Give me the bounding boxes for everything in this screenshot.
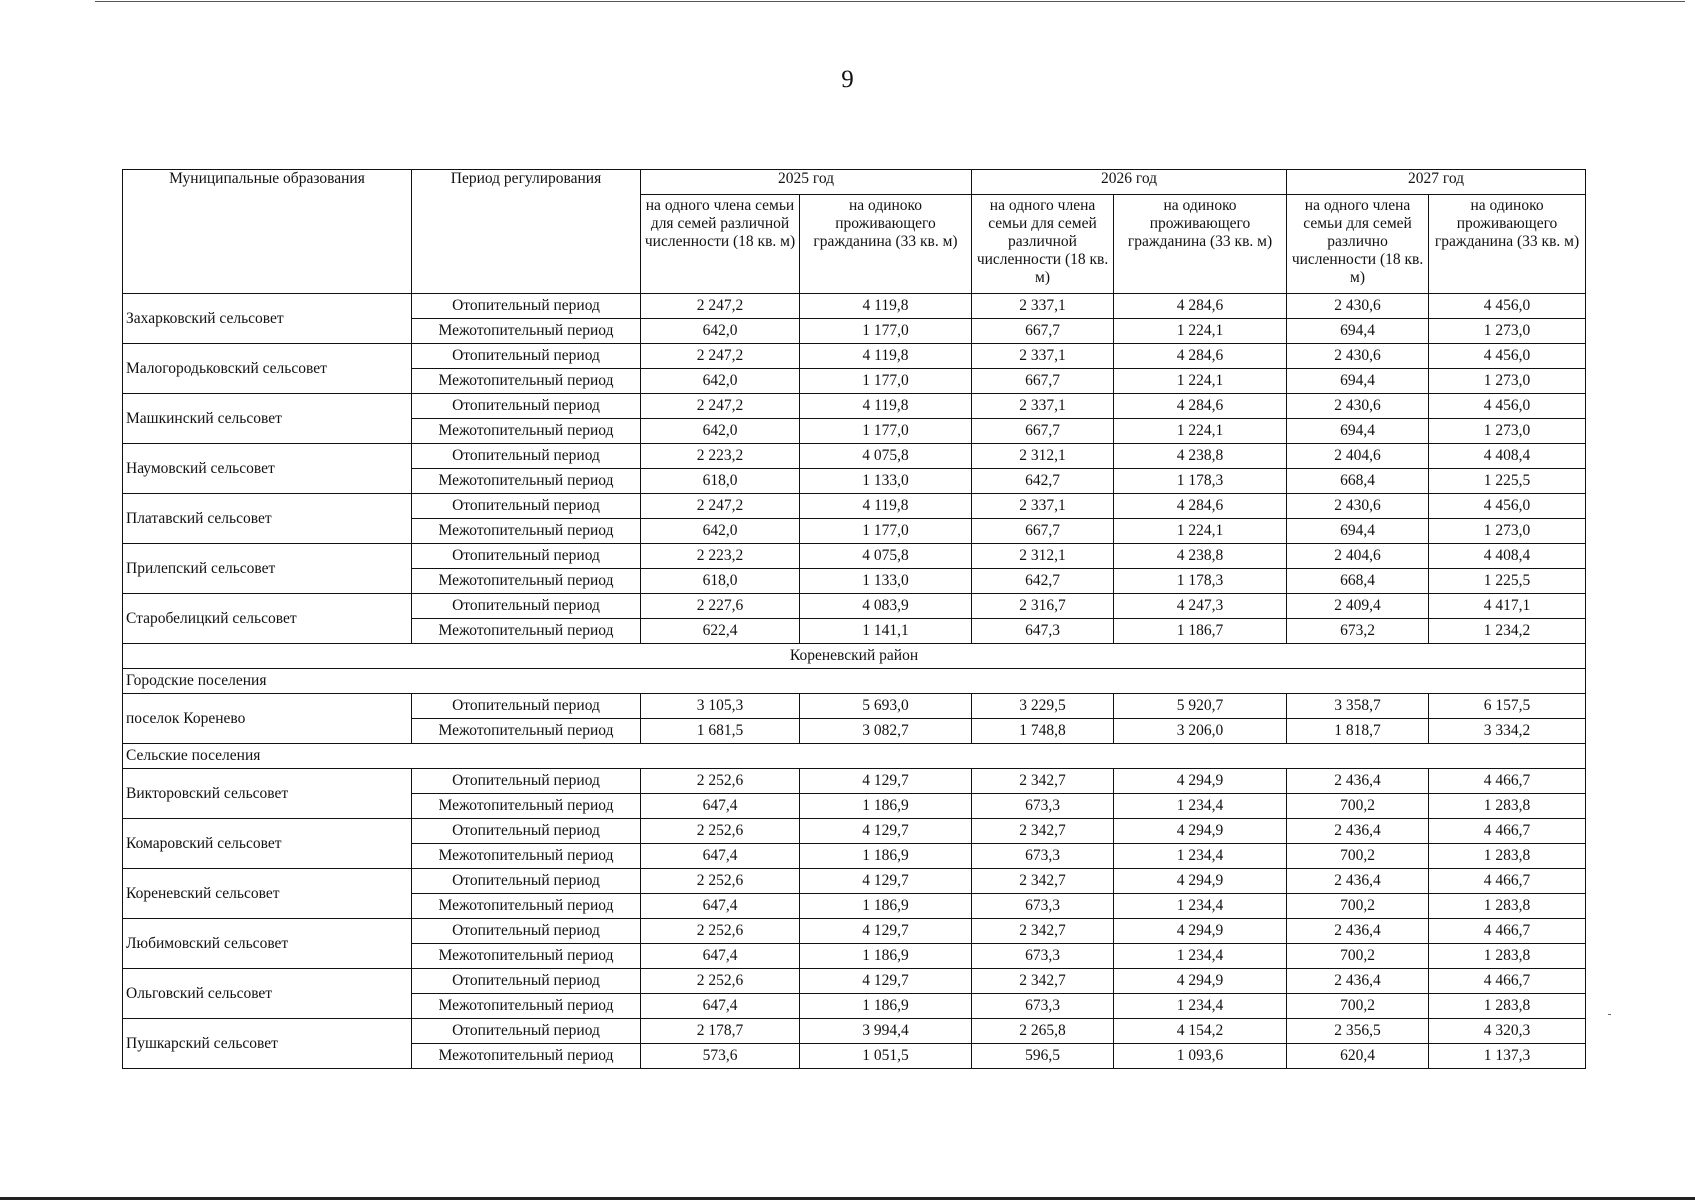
value-cell: 694,4 [1287,319,1429,344]
value-cell: 647,4 [641,794,800,819]
period-heating: Отопительный период [412,1019,641,1044]
value-cell: 2 342,7 [972,919,1114,944]
value-cell: 1 186,9 [800,894,972,919]
value-cell: 1 224,1 [1114,419,1287,444]
value-cell: 642,0 [641,319,800,344]
value-cell: 1 283,8 [1429,894,1586,919]
value-cell: 573,6 [641,1044,800,1069]
period-heating: Отопительный период [412,594,641,619]
value-cell: 2 342,7 [972,969,1114,994]
value-cell: 4 294,9 [1114,919,1287,944]
table-row [123,869,1586,894]
period-heating: Отопительный период [412,294,641,319]
value-cell: 6 157,5 [1429,694,1586,719]
value-cell: 2 252,6 [641,769,800,794]
tariff-table [122,169,1586,1069]
value-cell: 673,3 [972,844,1114,869]
subheader-single-2025: на одиноко проживающего гражданина (33 кв. м) [800,195,972,294]
value-cell: 4 119,8 [800,394,972,419]
period-heating: Отопительный период [412,819,641,844]
value-cell: 4 129,7 [800,819,972,844]
period-interheating: Межотопительный период [412,369,641,394]
period-interheating: Межотопительный период [412,569,641,594]
value-cell: 4 238,8 [1114,544,1287,569]
value-cell: 1 818,7 [1287,719,1429,744]
value-cell: 2 436,4 [1287,969,1429,994]
value-cell: 2 337,1 [972,294,1114,319]
period-interheating: Межотопительный период [412,994,641,1019]
value-cell: 642,0 [641,369,800,394]
period-interheating: Межотопительный период [412,844,641,869]
value-cell: 4 284,6 [1114,494,1287,519]
value-cell: 1 283,8 [1429,794,1586,819]
value-cell: 668,4 [1287,469,1429,494]
value-cell: 4 456,0 [1429,494,1586,519]
value-cell: 2 337,1 [972,494,1114,519]
value-cell: 2 430,6 [1287,344,1429,369]
period-interheating: Межотопительный период [412,419,641,444]
value-cell: 4 129,7 [800,769,972,794]
value-cell: 642,0 [641,519,800,544]
value-cell: 673,3 [972,794,1114,819]
value-cell: 4 129,7 [800,919,972,944]
period-heating: Отопительный период [412,544,641,569]
subheader-single-2026: на одиноко проживающего гражданина (33 кв. м) [1114,195,1287,294]
value-cell: 673,3 [972,994,1114,1019]
value-cell: 1 748,8 [972,719,1114,744]
value-cell: 1 177,0 [800,369,972,394]
value-cell: 700,2 [1287,844,1429,869]
value-cell: 4 119,8 [800,494,972,519]
value-cell: 4 466,7 [1429,769,1586,794]
value-cell: 2 312,1 [972,544,1114,569]
value-cell: 4 284,6 [1114,294,1287,319]
period-interheating: Межотопительный период [412,519,641,544]
municipality-name: Ольговский сельсовет [123,969,412,1019]
value-cell: 1 137,3 [1429,1044,1586,1069]
value-cell: 2 337,1 [972,344,1114,369]
section-title: Сельские поселения [123,744,1586,769]
value-cell: 4 294,9 [1114,769,1287,794]
period-interheating: Межотопительный период [412,319,641,344]
value-cell: 618,0 [641,569,800,594]
value-cell: 1 224,1 [1114,369,1287,394]
period-heating: Отопительный период [412,494,641,519]
value-cell: 3 229,5 [972,694,1114,719]
value-cell: 4 075,8 [800,544,972,569]
value-cell: 673,3 [972,894,1114,919]
table-row [123,1019,1586,1044]
value-cell: 4 466,7 [1429,919,1586,944]
period-heating: Отопительный период [412,969,641,994]
value-cell: 647,4 [641,944,800,969]
value-cell: 4 456,0 [1429,294,1586,319]
value-cell: 642,7 [972,469,1114,494]
table-row [123,344,1586,369]
district-title: Кореневский район [123,644,1586,669]
value-cell: 1 186,9 [800,944,972,969]
value-cell: 1 681,5 [641,719,800,744]
value-cell: 700,2 [1287,794,1429,819]
table-row [123,694,1586,719]
value-cell: 1 273,0 [1429,369,1586,394]
value-cell: 4 284,6 [1114,344,1287,369]
value-cell: 1 177,0 [800,519,972,544]
period-interheating: Межотопительный период [412,944,641,969]
value-cell: 1 133,0 [800,569,972,594]
municipality-name: Малогородьковский сельсовет [123,344,412,394]
value-cell: 3 994,4 [800,1019,972,1044]
value-cell: 2 342,7 [972,869,1114,894]
value-cell: 2 430,6 [1287,494,1429,519]
value-cell: 667,7 [972,369,1114,394]
value-cell: 4 284,6 [1114,394,1287,419]
value-cell: 4 320,3 [1429,1019,1586,1044]
value-cell: 2 247,2 [641,294,800,319]
value-cell: 2 404,6 [1287,444,1429,469]
value-cell: 1 273,0 [1429,319,1586,344]
value-cell: 4 247,3 [1114,594,1287,619]
period-interheating: Межотопительный период [412,469,641,494]
value-cell: 667,7 [972,319,1114,344]
value-cell: 2 252,6 [641,819,800,844]
period-interheating: Межотопительный период [412,619,641,644]
value-cell: 2 436,4 [1287,919,1429,944]
value-cell: 4 075,8 [800,444,972,469]
value-cell: 4 294,9 [1114,869,1287,894]
value-cell: 2 316,7 [972,594,1114,619]
value-cell: 1 225,5 [1429,469,1586,494]
value-cell: 3 334,2 [1429,719,1586,744]
value-cell: 1 234,4 [1114,894,1287,919]
value-cell: 647,4 [641,844,800,869]
table-body [123,294,1586,1069]
value-cell: 667,7 [972,519,1114,544]
value-cell: 2 178,7 [641,1019,800,1044]
value-cell: 2 436,4 [1287,869,1429,894]
table-row [123,594,1586,619]
value-cell: 3 105,3 [641,694,800,719]
table-row [123,919,1586,944]
value-cell: 4 129,7 [800,969,972,994]
value-cell: 1 177,0 [800,419,972,444]
value-cell: 1 051,5 [800,1044,972,1069]
value-cell: 2 252,6 [641,919,800,944]
period-heating: Отопительный период [412,394,641,419]
period-interheating: Межотопительный период [412,894,641,919]
subheader-family-2025: на одного члена семьи для семей различной численности (18 кв. м) [641,195,800,294]
value-cell: 4 408,4 [1429,544,1586,569]
value-cell: 4 083,9 [800,594,972,619]
value-cell: 4 294,9 [1114,819,1287,844]
value-cell: 1 186,7 [1114,619,1287,644]
header-year-2027: 2027 год [1287,170,1586,195]
value-cell: 2 430,6 [1287,294,1429,319]
value-cell: 4 294,9 [1114,969,1287,994]
district-row [123,644,1586,669]
value-cell: 694,4 [1287,419,1429,444]
value-cell: 2 436,4 [1287,819,1429,844]
municipality-name: Наумовский сельсовет [123,444,412,494]
table-row [123,394,1586,419]
value-cell: 1 178,3 [1114,569,1287,594]
municipality-name: Захарковский сельсовет [123,294,412,344]
value-cell: 647,4 [641,894,800,919]
value-cell: 3 358,7 [1287,694,1429,719]
value-cell: 2 404,6 [1287,544,1429,569]
period-interheating: Межотопительный период [412,1044,641,1069]
municipality-name: Викторовский сельсовет [123,769,412,819]
subheader-family-2026: на одного члена семьи для семей различной численности (18 кв. м) [972,195,1114,294]
value-cell: 1 283,8 [1429,844,1586,869]
municipality-name: поселок Коренево [123,694,412,744]
value-cell: 1 224,1 [1114,319,1287,344]
value-cell: 4 417,1 [1429,594,1586,619]
value-cell: 2 337,1 [972,394,1114,419]
value-cell: 1 283,8 [1429,994,1586,1019]
table-row [123,769,1586,794]
value-cell: 2 252,6 [641,869,800,894]
period-heating: Отопительный период [412,919,641,944]
value-cell: 2 436,4 [1287,769,1429,794]
value-cell: 4 154,2 [1114,1019,1287,1044]
top-rule [95,1,1685,2]
value-cell: 4 466,7 [1429,869,1586,894]
scan-artifact [1608,1014,1611,1015]
value-cell: 622,4 [641,619,800,644]
value-cell: 673,3 [972,944,1114,969]
value-cell: 1 234,4 [1114,944,1287,969]
header-municipality: Муниципальные образования [123,170,412,294]
value-cell: 2 265,8 [972,1019,1114,1044]
value-cell: 4 119,8 [800,294,972,319]
value-cell: 694,4 [1287,519,1429,544]
municipality-name: Машкинский сельсовет [123,394,412,444]
period-heating: Отопительный период [412,444,641,469]
header-year-2025: 2025 год [641,170,972,195]
value-cell: 647,3 [972,619,1114,644]
municipality-name: Любимовский сельсовет [123,919,412,969]
value-cell: 673,2 [1287,619,1429,644]
value-cell: 2 342,7 [972,819,1114,844]
value-cell: 1 186,9 [800,794,972,819]
value-cell: 2 223,2 [641,444,800,469]
table-row [123,544,1586,569]
value-cell: 2 312,1 [972,444,1114,469]
value-cell: 1 093,6 [1114,1044,1287,1069]
municipality-name: Пушкарский сельсовет [123,1019,412,1069]
value-cell: 642,7 [972,569,1114,594]
subheader-single-2027: на одиноко проживающего гражданина (33 кв. м) [1429,195,1586,294]
value-cell: 700,2 [1287,894,1429,919]
value-cell: 4 238,8 [1114,444,1287,469]
subheader-family-2027: на одного члена семьи для семей различно численности (18 кв. м) [1287,195,1429,294]
table-row [123,819,1586,844]
municipality-name: Прилепский сельсовет [123,544,412,594]
header-period: Период регулирования [412,170,641,294]
value-cell: 647,4 [641,994,800,1019]
value-cell: 2 342,7 [972,769,1114,794]
period-heating: Отопительный период [412,344,641,369]
section-title: Городские поселения [123,669,1586,694]
value-cell: 2 252,6 [641,969,800,994]
municipality-name: Кореневский сельсовет [123,869,412,919]
value-cell: 1 234,4 [1114,794,1287,819]
value-cell: 2 223,2 [641,544,800,569]
value-cell: 3 206,0 [1114,719,1287,744]
value-cell: 620,4 [1287,1044,1429,1069]
value-cell: 2 247,2 [641,394,800,419]
value-cell: 1 141,1 [800,619,972,644]
table-row [123,294,1586,319]
value-cell: 5 920,7 [1114,694,1287,719]
value-cell: 1 224,1 [1114,519,1287,544]
value-cell: 4 466,7 [1429,969,1586,994]
value-cell: 596,5 [972,1044,1114,1069]
value-cell: 4 119,8 [800,344,972,369]
value-cell: 1 234,2 [1429,619,1586,644]
period-heating: Отопительный период [412,769,641,794]
value-cell: 1 133,0 [800,469,972,494]
period-interheating: Межотопительный период [412,794,641,819]
header-year-2026: 2026 год [972,170,1287,195]
value-cell: 2 227,6 [641,594,800,619]
value-cell: 2 409,4 [1287,594,1429,619]
value-cell: 2 430,6 [1287,394,1429,419]
page-number: 9 [841,66,854,93]
municipality-name: Старобелицкий сельсовет [123,594,412,644]
value-cell: 3 082,7 [800,719,972,744]
value-cell: 1 273,0 [1429,519,1586,544]
value-cell: 4 456,0 [1429,394,1586,419]
value-cell: 1 186,9 [800,844,972,869]
value-cell: 1 178,3 [1114,469,1287,494]
municipality-name: Платавский сельсовет [123,494,412,544]
value-cell: 4 456,0 [1429,344,1586,369]
table-row [123,444,1586,469]
value-cell: 700,2 [1287,944,1429,969]
value-cell: 1 234,4 [1114,844,1287,869]
value-cell: 5 693,0 [800,694,972,719]
value-cell: 1 186,9 [800,994,972,1019]
value-cell: 2 247,2 [641,344,800,369]
municipality-name: Комаровский сельсовет [123,819,412,869]
value-cell: 1 225,5 [1429,569,1586,594]
value-cell: 1 273,0 [1429,419,1586,444]
value-cell: 1 283,8 [1429,944,1586,969]
value-cell: 1 177,0 [800,319,972,344]
section-row [123,744,1586,769]
value-cell: 618,0 [641,469,800,494]
section-row [123,669,1586,694]
value-cell: 642,0 [641,419,800,444]
period-heating: Отопительный период [412,869,641,894]
value-cell: 2 356,5 [1287,1019,1429,1044]
value-cell: 668,4 [1287,569,1429,594]
value-cell: 700,2 [1287,994,1429,1019]
table-row [123,494,1586,519]
value-cell: 4 408,4 [1429,444,1586,469]
value-cell: 667,7 [972,419,1114,444]
value-cell: 2 247,2 [641,494,800,519]
value-cell: 4 129,7 [800,869,972,894]
period-heating: Отопительный период [412,694,641,719]
period-interheating: Межотопительный период [412,719,641,744]
value-cell: 4 466,7 [1429,819,1586,844]
value-cell: 694,4 [1287,369,1429,394]
table-row [123,969,1586,994]
value-cell: 1 234,4 [1114,994,1287,1019]
